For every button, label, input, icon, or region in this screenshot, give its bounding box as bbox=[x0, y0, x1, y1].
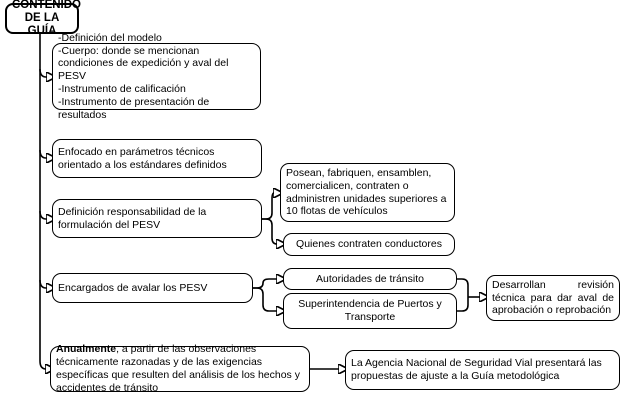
contents-line: -Cuerpo: donde se mencionan condiciones de expedición y aval del PESV bbox=[58, 44, 229, 83]
node-annual-update-text bbox=[56, 343, 304, 394]
node-superintendence bbox=[283, 293, 457, 329]
node-annual-update-rest: , a partir de las observaciones técnicamente razonadas y de las exigencias específicas que resulten del análisis de los hechos y accidentes de tránsito bbox=[56, 343, 300, 394]
connector-responsibility-drivers bbox=[262, 219, 277, 244]
root-title-line2: DE LA GUÍA bbox=[24, 11, 60, 38]
connector-endorsers-transit bbox=[253, 279, 277, 288]
connector-branch-endorsers bbox=[40, 280, 47, 288]
connector-branch-responsibility bbox=[40, 211, 47, 219]
node-agency-proposal-text: La Agencia Nacional de Seguridad Vial presentará las propuestas de ajuste a la Guía metodológica bbox=[351, 357, 602, 382]
node-focus-text: Enfocado en parámetros técnicos orientado a los estándares definidos bbox=[58, 145, 227, 171]
contents-line: -Instrumento de calificación bbox=[58, 82, 186, 95]
node-focus bbox=[52, 139, 262, 178]
node-contents bbox=[52, 31, 261, 121]
node-fleet-owners bbox=[280, 163, 455, 222]
contents-line: -Definición del modelo bbox=[58, 31, 162, 44]
connector-endorsers-super bbox=[253, 288, 277, 311]
node-fleet-owners-text: Posean, fabriquen, ensamblen, comercialicen, contraten o administren unidades superiores a 10 flotas de vehículos bbox=[286, 166, 447, 218]
connector-branch-focus bbox=[40, 150, 47, 158]
connector-responsibility-fleet bbox=[262, 193, 274, 219]
node-transit-authorities-text: Autoridades de tránsito bbox=[316, 272, 424, 285]
root-title-line1: CONTENIDO bbox=[12, 0, 81, 11]
root-title bbox=[5, 0, 81, 38]
node-technical-review-text: Desarrollan revisión técnica para dar aval de aprobación o reprobación bbox=[492, 278, 614, 317]
node-annual-update-lead: Anualmente bbox=[56, 343, 117, 356]
node-driver-contractors-text: Quienes contraten conductores bbox=[296, 238, 442, 251]
contents-line: -Instrumento de presentación de resultados bbox=[58, 95, 210, 121]
node-agency-proposal bbox=[345, 350, 620, 390]
node-transit-authorities bbox=[283, 268, 457, 290]
connector-transit-merge bbox=[457, 279, 468, 297]
connector-spine bbox=[40, 34, 46, 369]
connector-super-merge bbox=[457, 297, 468, 311]
node-annual-update bbox=[50, 343, 310, 394]
node-endorsers bbox=[52, 273, 253, 303]
node-responsibility-text: Definición responsabilidad de la formulación del PESV bbox=[58, 205, 207, 231]
node-endorsers-text: Encargados de avalar los PESV bbox=[58, 281, 208, 294]
connector-branch-contents bbox=[40, 69, 47, 77]
node-responsibility bbox=[52, 199, 262, 238]
node-superintendence-text: Superintendencia de Puertos y Transporte bbox=[298, 298, 442, 323]
node-driver-contractors bbox=[283, 233, 455, 256]
node-technical-review bbox=[486, 275, 620, 321]
